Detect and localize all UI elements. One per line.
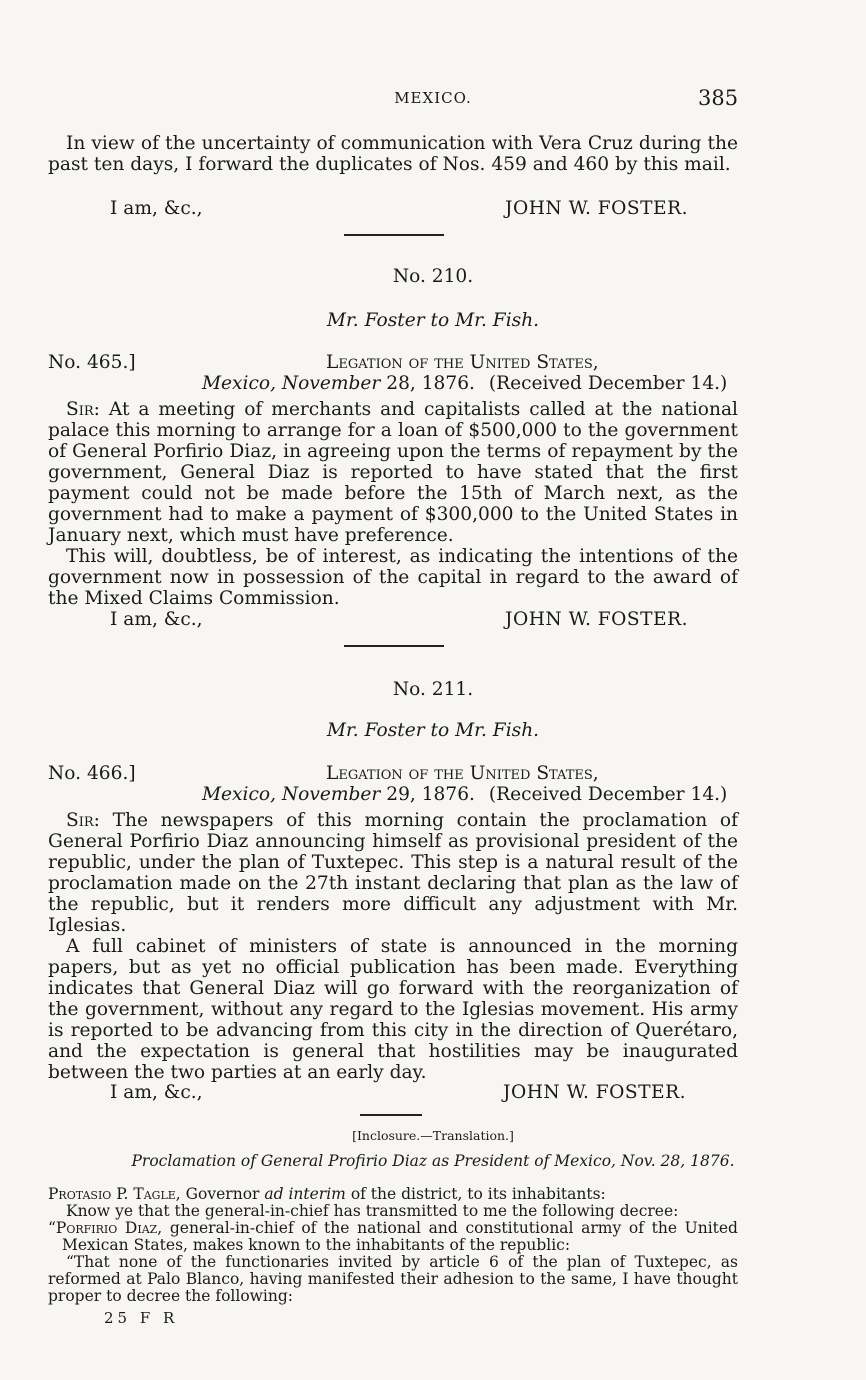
dispatch-number-466: No. 466.] [48, 763, 136, 784]
proclamation-title: Proclamation of General Profirio Diaz as President of Mexico, Nov. 28, 1876. [131, 1152, 735, 1170]
signature-1: JOHN W. FOSTER. [505, 198, 689, 219]
inclosure-line1-b: of the district, to its inhabitants: [350, 1185, 606, 1203]
doc210-para1 [48, 399, 738, 546]
doc-number-211: No. 211. [392, 679, 474, 700]
doc211-para2: A full cabinet of ministers of state is announced in the morning papers, but as yet no official publication has been made. Everything indicates that General Diaz will go forward with the reorganization of the government, without any regard to the Iglesias movement. His army is reported to be advancing from this city in the direction of Querétaro, and the expectation is general that hostilities may be inaugurated between the two parties at an early day. [48, 936, 738, 1083]
date-line-211 [202, 784, 727, 805]
divider-2 [344, 645, 444, 647]
signature-mark: 25 F R [104, 1309, 179, 1327]
received-210: (Received December 14.) [488, 373, 728, 394]
inclosure-body [48, 1186, 738, 1305]
inclosure-line1 [48, 1186, 738, 1203]
inclosure-line4: “That none of the functionaries invited by article 6 of the plan of Tuxtepec, as reformed at Palo Blanco, having manifested their adhesion to the same, I have thought proper to decree the following: [48, 1253, 738, 1305]
inclosure-line1-ital: ad interim [264, 1185, 346, 1203]
page-number: 385 [698, 86, 739, 110]
inclosure-line1-a: Governor [185, 1185, 260, 1203]
inclosure-label: [Inclosure.—Translation.] [352, 1128, 514, 1143]
closing-1: I am, &c., [110, 198, 203, 219]
governor-name: Protasio P. Tagle, [48, 1185, 181, 1203]
inclosure-line3 [48, 1220, 738, 1254]
signature-211: JOHN W. FOSTER. [503, 1082, 687, 1103]
decree-name: “Porfirio Diaz, [48, 1219, 163, 1237]
divider-1 [344, 234, 444, 236]
doc211-para1-text: The newspapers of this morning contain the proclamation of General Porfirio Diaz announcing himself as provisional president of the republic, under the plan of Tuxtepec. This step is a natural result of the proclamation made on the 27th instant declaring that plan as the law of the republic, but it renders more difficult any adjustment with Mr. Iglesias. [48, 810, 738, 936]
legation-line-210: Legation of the United States, [326, 352, 599, 373]
legation-line-211: Legation of the United States, [326, 763, 599, 784]
doc-number-210: No. 210. [392, 266, 474, 287]
doc210-para1-text: At a meeting of merchants and capitalists called at the national palace this morning to arrange for a loan of $500,000 to the government of General Porfirio Diaz, in agreeing upon the terms of repayment by the government, General Diaz is reported to have stated that the first payment could not be made before the 15th of March next, as the government had to make a payment of $300,000 to the United States in January next, which must have preference. [48, 399, 738, 546]
doc210-para2: This will, doubtless, be of interest, as indicating the intentions of the government now in possession of the capital in regard to the award of the Mixed Claims Commission. [48, 546, 738, 609]
divider-3 [360, 1114, 422, 1116]
inclosure-line2: Know ye that the general-in-chief has transmitted to me the following decree: [66, 1202, 679, 1220]
salutation-210: Sir: [66, 399, 100, 420]
closing-210: I am, &c., [110, 609, 203, 630]
place-date-210: Mexico, November [202, 373, 381, 394]
salutation-211: Sir: [66, 810, 100, 831]
date-rest-210: 28, 1876. [386, 373, 475, 394]
running-head: MEXICO. [394, 89, 472, 107]
doc-heading-211: Mr. Foster to Mr. Fish. [326, 720, 540, 741]
dispatch-number-465: No. 465.] [48, 352, 136, 373]
doc-heading-210: Mr. Foster to Mr. Fish. [326, 310, 540, 331]
date-rest-211: 29, 1876. [386, 784, 475, 805]
closing-211: I am, &c., [110, 1082, 203, 1103]
place-date-211: Mexico, November [202, 784, 381, 805]
received-211: (Received December 14.) [488, 784, 728, 805]
signature-210: JOHN W. FOSTER. [505, 609, 689, 630]
inclosure-line3-rest: general-in-chief of the national and constitutional army of the United Mexican States, makes known to the inhabitants of the republic: [62, 1219, 738, 1254]
doc210-body [48, 399, 738, 609]
date-line-210 [202, 373, 727, 394]
doc211-body [48, 810, 738, 1083]
doc211-para1 [48, 810, 738, 936]
continuation-block [48, 133, 738, 175]
continuation-paragraph: In view of the uncertainty of communication with Vera Cruz during the past ten days, I forward the duplicates of Nos. 459 and 460 by this mail. [48, 133, 738, 175]
